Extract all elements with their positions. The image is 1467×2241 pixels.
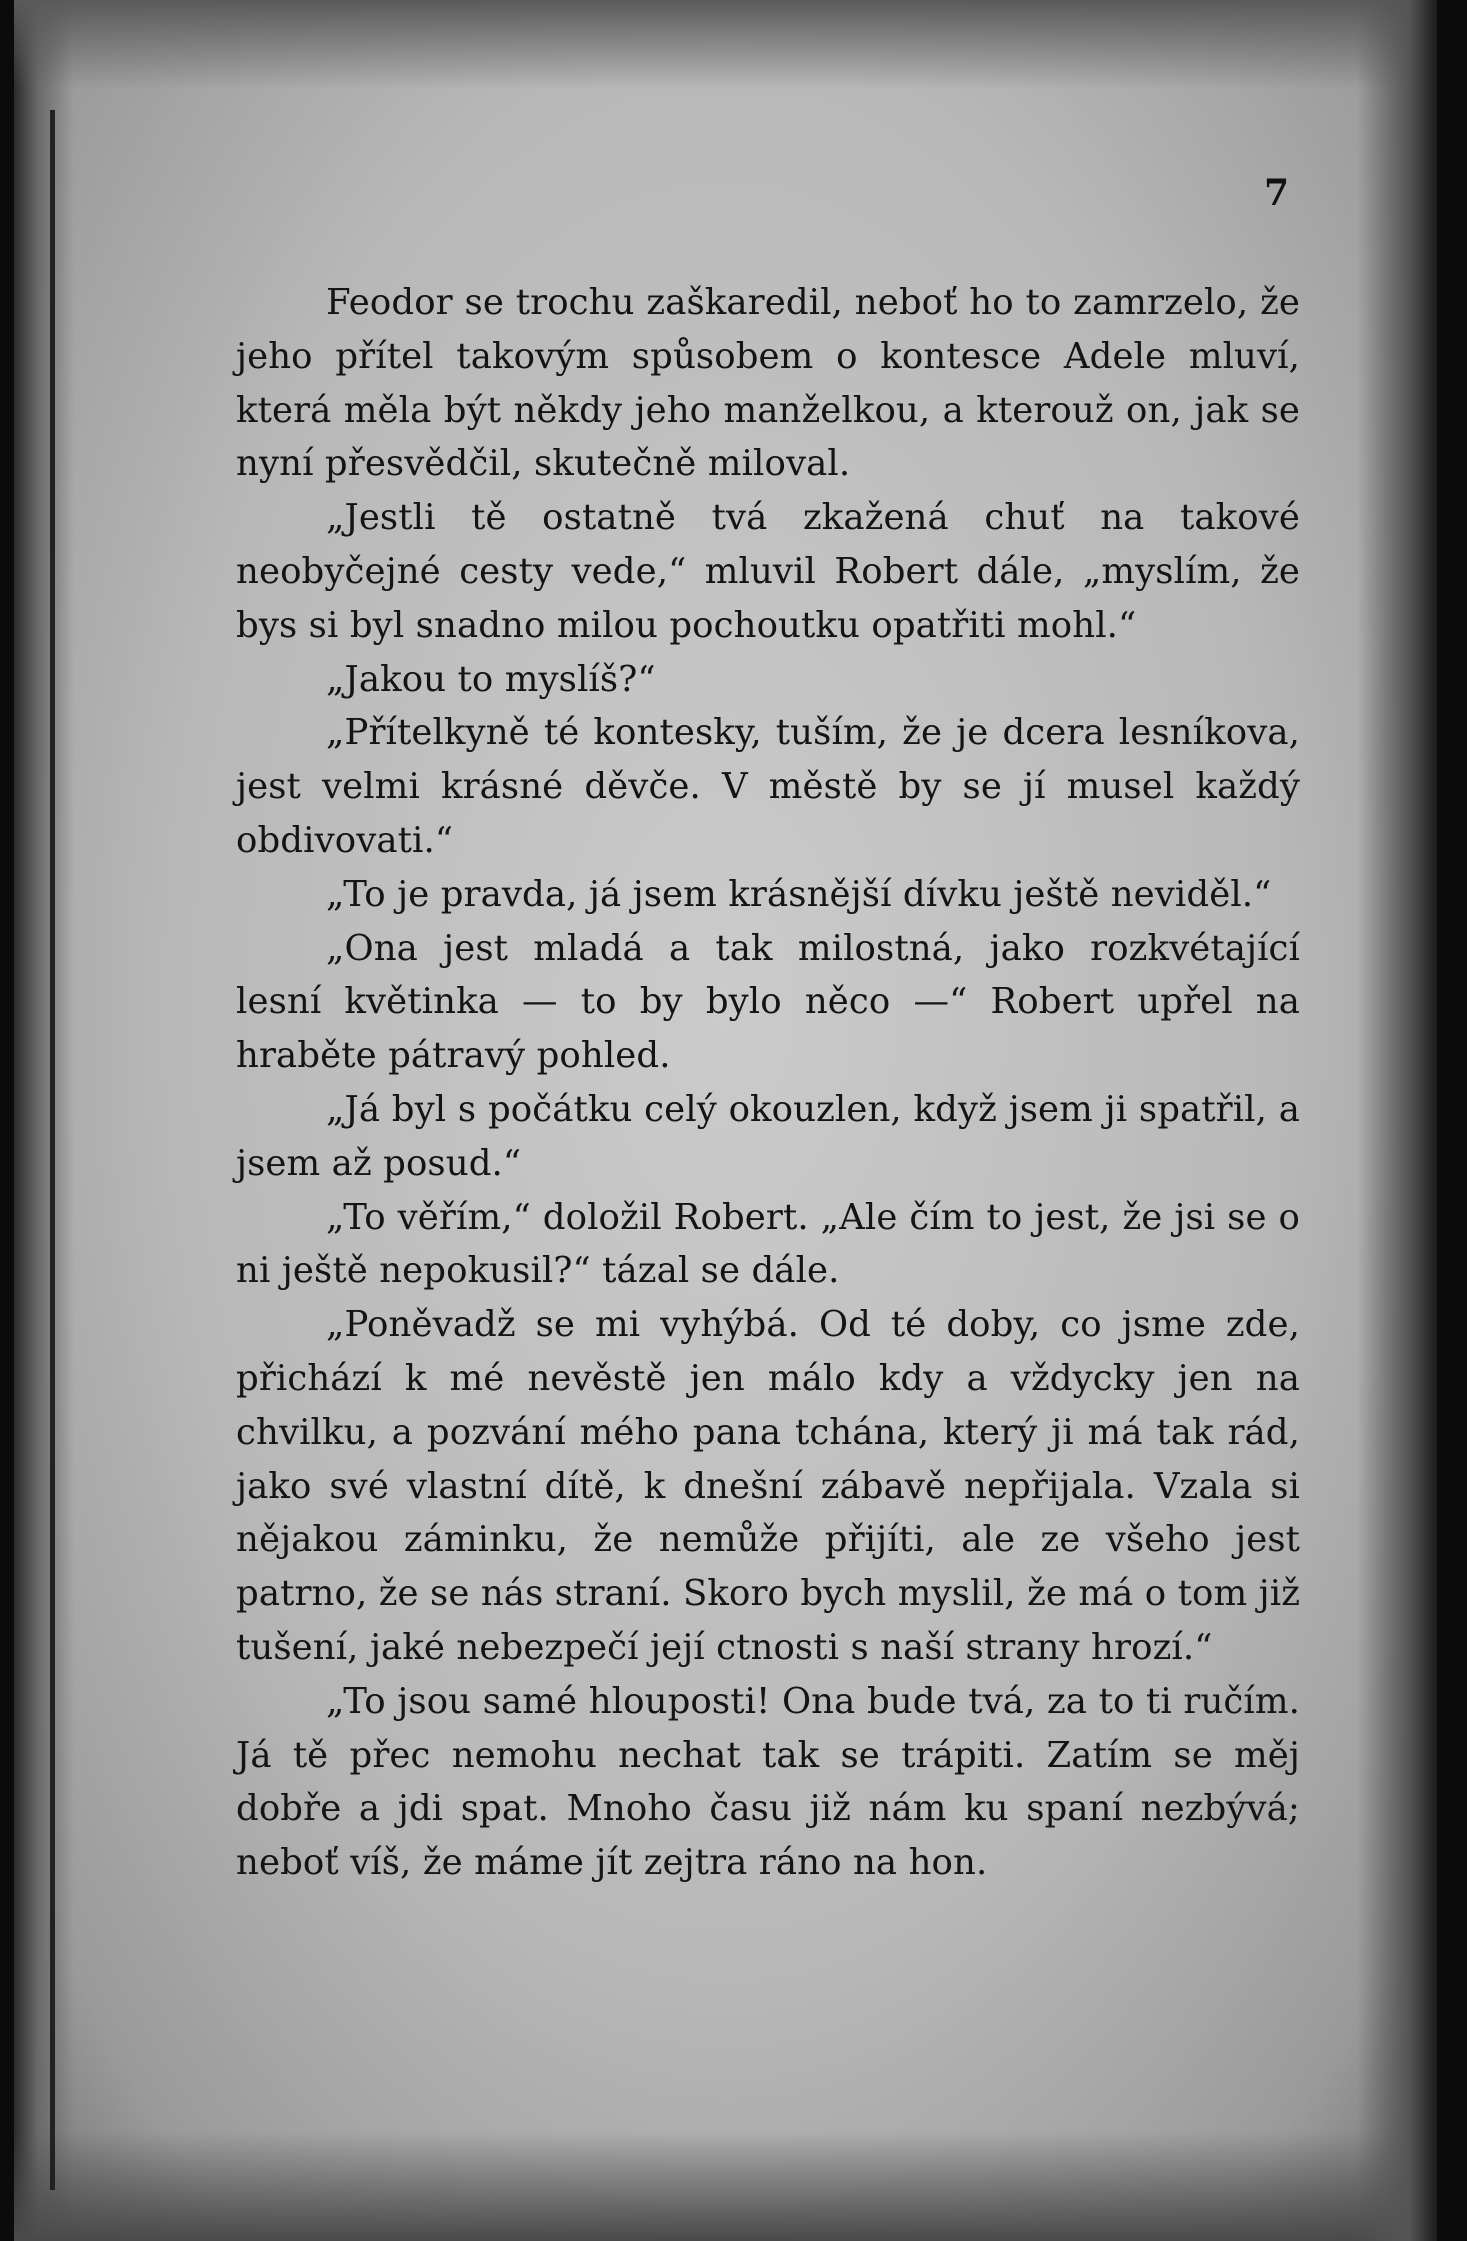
paragraph: „To věřím,“ doložil Robert. „Ale čím to jest, že jsi se o ni ještě nepokusil?“ tázal se dále. xyxy=(236,1196,1300,1292)
binding-edge xyxy=(50,110,55,2190)
paragraph: „To jsou samé hlouposti! Ona bude tvá, za to ti ručím. Já tě přec nemohu nechat tak se trápiti. Zatím se měj dobře a jdi spat. Mnoho času již nám ku spaní nezbývá; neboť víš, že máme jít zejtra ráno na hon. xyxy=(236,1680,1300,1884)
book-page xyxy=(14,0,1437,2241)
paragraph: „To je pravda, já jsem krásnější dívku ještě neviděl.“ xyxy=(326,873,1272,915)
page-number: 7 xyxy=(1264,172,1290,214)
paragraph: „Ona jest mladá a tak milostná, jako rozkvétající lesní květinka — to by bylo něco —“ Robert upřel na hraběte pátravý pohled. xyxy=(236,927,1300,1077)
paragraph: Feodor se trochu zaškaredil, neboť ho to zamrzelo, že jeho přítel takovým spůsobem o kontesce Adele mluví, která měla být někdy jeho manželkou, a kterouž on, jak se nyní přesvědčil, skutečně miloval. xyxy=(236,282,1300,485)
paragraph: „Jakou to myslíš?“ xyxy=(326,658,656,700)
paragraph: „Poněvadž se mi vyhýbá. Od té doby, co jsme zde, přichází k mé nevěstě jen málo kdy a vždycky jen na chvilku, a pozvání mého pana tchána, který ji má tak rád, jako své vlastní dítě, k dnešní zábavě nepřijala. Vzala si nějakou záminku, že nemůže přijíti, ale ze všeho jest patrno, že se nás straní. Skoro bych myslil, že má o tom již tušení, jaké nebezpečí její ctnosti s naší strany hrozí.“ xyxy=(236,1304,1300,1668)
paragraph: „Jestli tě ostatně tvá zkažená chuť na takové neobyčejné cesty vede,“ mluvil Robert dále, „myslím, že bys si byl snadno milou pochoutku opatřiti mohl.“ xyxy=(236,497,1300,646)
body-text xyxy=(236,276,1300,1890)
paragraph: „Přítelkyně té kontesky, tuším, že je dcera lesníkova, jest velmi krásné děvče. V městě by se jí musel každý obdivovati.“ xyxy=(236,712,1300,861)
paragraph: „Já byl s počátku celý okouzlen, když jsem ji spatřil, a jsem až posud.“ xyxy=(236,1088,1300,1184)
top-shadow xyxy=(14,0,1437,90)
bottom-shadow xyxy=(14,2131,1437,2241)
